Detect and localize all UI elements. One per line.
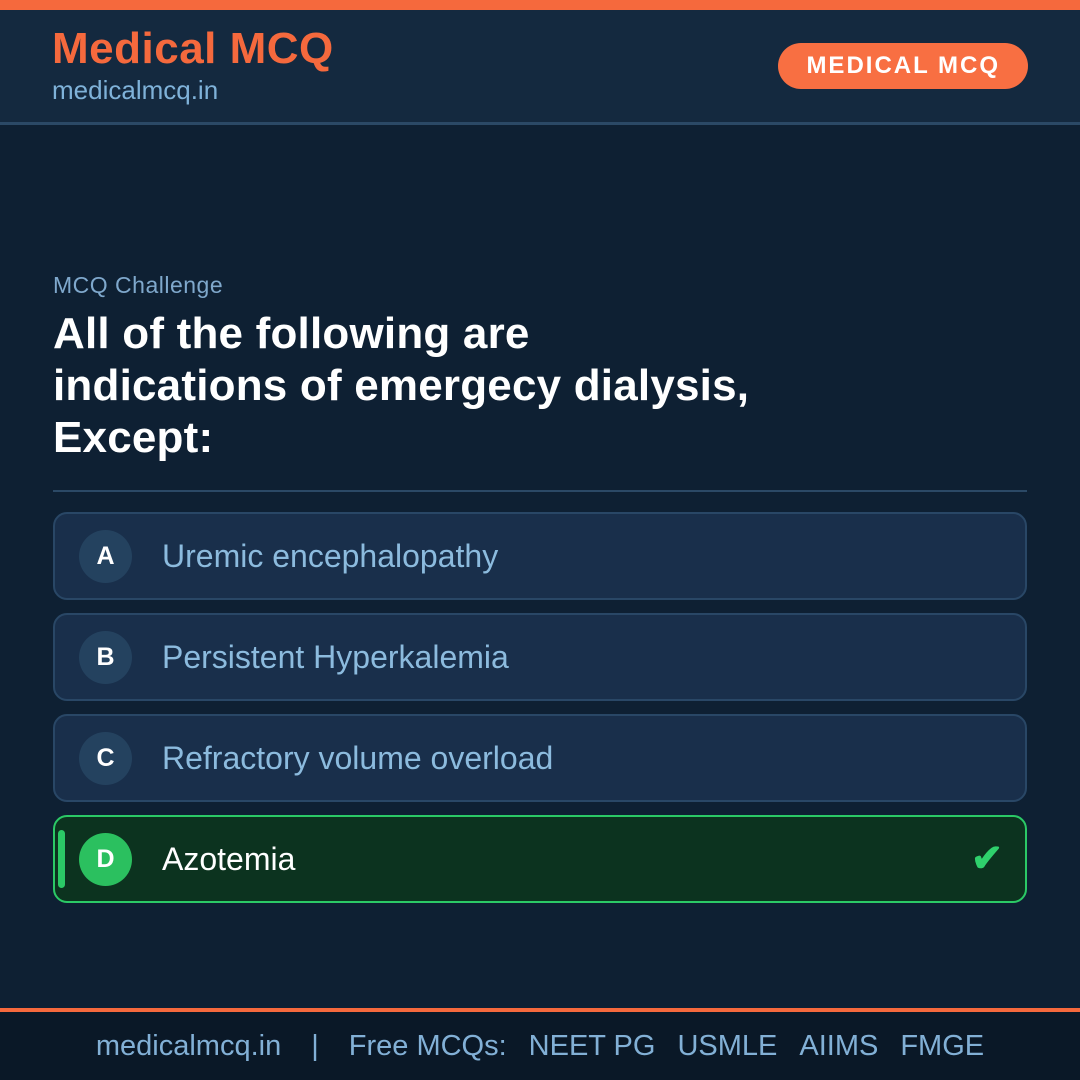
brand-block xyxy=(52,26,334,105)
option-c[interactable] xyxy=(53,714,1027,802)
brand-domain: medicalmcq.in xyxy=(52,74,219,105)
brand-badge: MEDICAL MCQ xyxy=(778,43,1028,89)
option-c-label: Refractory volume overload xyxy=(162,739,554,776)
footer xyxy=(0,1012,1080,1080)
question-line-3: Except: xyxy=(53,413,214,462)
option-c-letter-badge: C xyxy=(79,732,132,785)
option-a-letter-badge: A xyxy=(79,530,132,583)
footer-site: medicalmcq.in xyxy=(95,1029,282,1062)
option-b[interactable] xyxy=(53,613,1027,701)
option-d-label: Azotemia xyxy=(162,840,296,877)
question-eyebrow: MCQ Challenge xyxy=(53,272,224,298)
top-accent-bar xyxy=(0,0,1080,10)
footer-exam-aiims: AIIMS xyxy=(799,1029,879,1062)
option-a-label: Uremic encephalopathy xyxy=(162,537,499,574)
question-line-1: All of the following are xyxy=(53,309,530,358)
question-divider xyxy=(53,490,1027,492)
check-icon: ✔ xyxy=(971,838,1003,880)
option-d-letter-badge: D xyxy=(79,833,132,886)
correct-accent-bar xyxy=(58,830,65,888)
question-title xyxy=(53,308,1027,464)
footer-exam-neetpg: NEET PG xyxy=(528,1029,656,1062)
header xyxy=(0,10,1080,125)
option-b-letter-badge: B xyxy=(79,631,132,684)
option-d-correct-answer[interactable] xyxy=(53,815,1027,903)
footer-exam-fmge: FMGE xyxy=(900,1029,985,1062)
question-section xyxy=(53,272,1027,903)
option-a[interactable] xyxy=(53,512,1027,600)
footer-separator: | xyxy=(311,1029,319,1062)
brand-title: Medical MCQ xyxy=(52,24,334,74)
options-list xyxy=(53,512,1027,903)
option-b-label: Persistent Hyperkalemia xyxy=(162,638,509,675)
footer-tagline: Free MCQs: xyxy=(348,1029,507,1062)
footer-exam-usmle: USMLE xyxy=(677,1029,778,1062)
question-line-2: indications of emergecy dialysis, xyxy=(53,361,750,410)
